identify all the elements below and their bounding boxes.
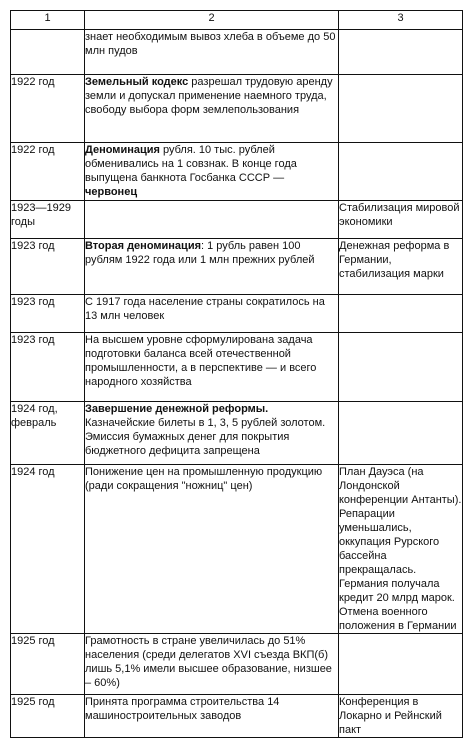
event-cell bbox=[85, 201, 339, 239]
event-text: Грамотность в стране увеличилась до 51% населения (среди делегатов XVI съезда ВКП(б) лишь 5,1% имели высшее образование, низшее – 60%) bbox=[85, 635, 332, 689]
event-lead: Вторая деноминация bbox=[85, 240, 201, 252]
year-cell bbox=[11, 30, 85, 75]
event-text: : 1 рубль равен 100 рублям 1922 года или 1 млн прежних рублей bbox=[85, 240, 315, 266]
table-row bbox=[11, 239, 463, 295]
world-cell bbox=[339, 143, 463, 201]
world-cell: Конференция в Локарно и Рейнский пакт bbox=[339, 695, 463, 738]
column-header-1: 1 bbox=[11, 11, 85, 30]
year-cell: 1925 год bbox=[11, 634, 85, 695]
year-cell: 1922 год bbox=[11, 75, 85, 143]
year-cell: 1923—1929 годы bbox=[11, 201, 85, 239]
table-row bbox=[11, 333, 463, 402]
event-cell bbox=[85, 143, 339, 201]
year-cell: 1923 год bbox=[11, 239, 85, 295]
event-text: разрешал трудовую аренду земли и допускал применение наемного труда, свободу выбора форм землепользования bbox=[85, 76, 333, 116]
table-row bbox=[11, 201, 463, 239]
table-row bbox=[11, 695, 463, 738]
year-cell: 1924 год, февраль bbox=[11, 402, 85, 465]
table-row bbox=[11, 143, 463, 201]
event-text: С 1917 года население страны сократилось на 13 млн человек bbox=[85, 296, 325, 322]
column-header-3: 3 bbox=[339, 11, 463, 30]
world-cell bbox=[339, 333, 463, 402]
event-text: Понижение цен на промышленную продукцию (ради сокращения "ножниц" цен) bbox=[85, 466, 323, 492]
event-tail: червонец bbox=[85, 186, 138, 198]
year-cell: 1923 год bbox=[11, 295, 85, 333]
world-cell bbox=[339, 634, 463, 695]
event-lead: Завершение денежной реформы. bbox=[85, 403, 269, 415]
table-row bbox=[11, 634, 463, 695]
table-row bbox=[11, 465, 463, 634]
event-cell bbox=[85, 75, 339, 143]
header-row bbox=[11, 11, 463, 30]
event-cell bbox=[85, 695, 339, 738]
event-cell bbox=[85, 30, 339, 75]
event-text: На высшем уровне сформулирована задача подготовки баланса всей отечественной промышленности, а в перспективе — и всего народного хозяйства bbox=[85, 334, 317, 388]
world-cell bbox=[339, 402, 463, 465]
event-text: Казначейские билеты в 1, 3, 5 рублей золотом. Эмиссия бумажных денег для покрытия бюджетного дефицита запрещена bbox=[85, 417, 326, 457]
world-cell bbox=[339, 30, 463, 75]
event-text: рубля. 10 тыс. рублей обменивались на 1 совзнак. В конце года выпущена банкнота Госбанка СССР — bbox=[85, 144, 297, 184]
table-row bbox=[11, 75, 463, 143]
column-header-2: 2 bbox=[85, 11, 339, 30]
event-lead: Деноминация bbox=[85, 144, 160, 156]
world-cell: Денежная реформа в Германии, стабилизация марки bbox=[339, 239, 463, 295]
table-row bbox=[11, 295, 463, 333]
event-cell bbox=[85, 239, 339, 295]
event-text: Принята программа строительства 14 машиностроительных заводов bbox=[85, 696, 280, 722]
event-cell bbox=[85, 295, 339, 333]
world-cell: План Дауэса (на Лондонской конференции Антанты). Репарации уменьшались, оккупация Рурского бассейна прекращалась. Германия получала кредит 20 млрд марок. Отмена военного положения в Германии bbox=[339, 466, 462, 632]
year-cell: 1922 год bbox=[11, 143, 85, 201]
event-cell bbox=[85, 465, 339, 634]
world-cell: Стабилизация мировой экономики bbox=[339, 201, 463, 239]
event-lead: Земельный кодекс bbox=[85, 76, 189, 88]
year-cell: 1925 год bbox=[11, 695, 85, 738]
table-row bbox=[11, 402, 463, 465]
event-cell bbox=[85, 634, 339, 695]
world-cell bbox=[339, 75, 463, 143]
table-row bbox=[11, 30, 463, 75]
event-cell bbox=[85, 333, 339, 402]
year-cell: 1924 год bbox=[11, 465, 85, 634]
event-text: знает необходимым вывоз хлеба в объеме до 50 млн пудов bbox=[85, 31, 336, 57]
year-cell: 1923 год bbox=[11, 333, 85, 402]
event-cell bbox=[85, 402, 339, 465]
world-cell bbox=[339, 295, 463, 333]
chronology-table bbox=[10, 10, 463, 738]
